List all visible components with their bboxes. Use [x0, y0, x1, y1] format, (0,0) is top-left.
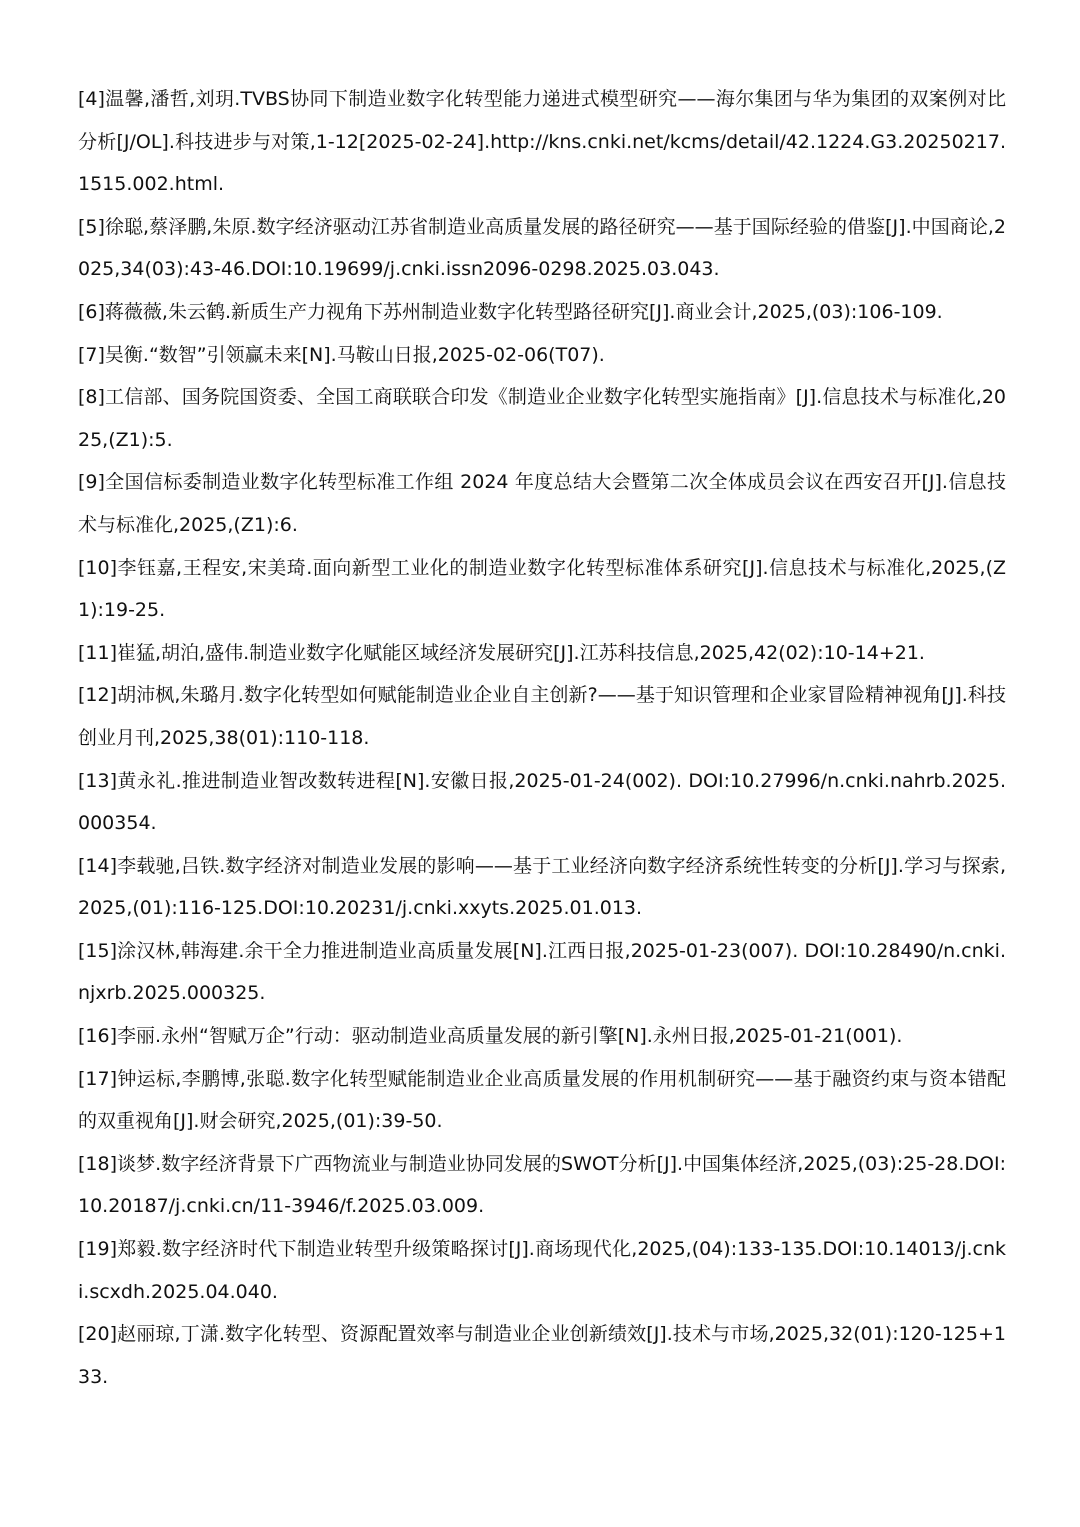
reference-item-9: [9]全国信标委制造业数字化转型标准工作组 2024 年度总结大会暨第二次全体成员会议在西安召开[J].信息技术与标准化,2025,(Z1):6. [78, 471, 1006, 536]
reference-item-13: [13]黄永礼.推进制造业智改数转进程[N].安徽日报,2025-01-24(002). DOI:10.27996/n.cnki.nahrb.2025.000354. [78, 769, 1006, 835]
reference-item-14: [14]李载驰,吕铁.数字经济对制造业发展的影响——基于工业经济向数字经济系统性转变的分析[J].学习与探索,2025,(01):116-125.DOI:10.20231/j.cnki.xxyts.2025.01.013. [78, 854, 1006, 920]
reference-item-16: [16]李丽.永州“智赋万企”行动：驱动制造业高质量发展的新引擎[N].永州日报,2025-01-21(001). [78, 1025, 903, 1048]
reference-item-4: [4]温馨,潘哲,刘玥.TVBS协同下制造业数字化转型能力递进式模型研究——海尔集团与华为集团的双案例对比分析[J/OL].科技进步与对策,1-12[2025-02-24].http://kns.cnki.net/kcms/detail/42.1224.G3.20250217.1515.002.html. [78, 88, 1006, 196]
reference-item-17: [17]钟运标,李鹏博,张聪.数字化转型赋能制造业企业高质量发展的作用机制研究——基于融资约束与资本错配的双重视角[J].财会研究,2025,(01):39-50. [78, 1067, 1006, 1133]
reference-item-19: [19]郑毅.数字经济时代下制造业转型升级策略探讨[J].商场现代化,2025,(04):133-135.DOI:10.14013/j.cnki.scxdh.2025.04.040. [78, 1238, 1006, 1303]
reference-item-12: [12]胡沛枫,朱璐月.数字化转型如何赋能制造业企业自主创新?——基于知识管理和企业家冒险精神视角[J].科技创业月刊,2025,38(01):110-118. [78, 684, 1006, 749]
reference-item-7: [7]吴衡.“数智”引领赢未来[N].马鞍山日报,2025-02-06(T07). [78, 343, 605, 366]
reference-list [78, 78, 1006, 1398]
reference-item-15: [15]涂汉林,韩海建.余干全力推进制造业高质量发展[N].江西日报,2025-01-23(007). DOI:10.28490/n.cnki.njxrb.2025.000325. [78, 939, 1006, 1005]
reference-item-20: [20]赵丽琼,丁潇.数字化转型、资源配置效率与制造业企业创新绩效[J].技术与市场,2025,32(01):120-125+133. [78, 1323, 1006, 1388]
reference-item-18: [18]谈梦.数字经济背景下广西物流业与制造业协同发展的SWOT分析[J].中国集体经济,2025,(03):25-28.DOI:10.20187/j.cnki.cn/11-3946/f.2025.03.009. [78, 1152, 1006, 1218]
reference-item-10: [10]李钰嘉,王程安,宋美琦.面向新型工业化的制造业数字化转型标准体系研究[J].信息技术与标准化,2025,(Z1):19-25. [78, 556, 1006, 622]
reference-item-11: [11]崔猛,胡泊,盛伟.制造业数字化赋能区域经济发展研究[J].江苏科技信息,2025,42(02):10-14+21. [78, 641, 925, 664]
reference-item-6: [6]蒋薇薇,朱云鹤.新质生产力视角下苏州制造业数字化转型路径研究[J].商业会计,2025,(03):106-109. [78, 300, 943, 323]
reference-item-5: [5]徐聪,蔡泽鹏,朱原.数字经济驱动江苏省制造业高质量发展的路径研究——基于国际经验的借鉴[J].中国商论,2025,34(03):43-46.DOI:10.19699/j.cnki.issn2096-0298.2025.03.043. [78, 215, 1006, 281]
reference-item-8: [8]工信部、国务院国资委、全国工商联联合印发《制造业企业数字化转型实施指南》[J].信息技术与标准化,2025,(Z1):5. [78, 386, 1006, 451]
